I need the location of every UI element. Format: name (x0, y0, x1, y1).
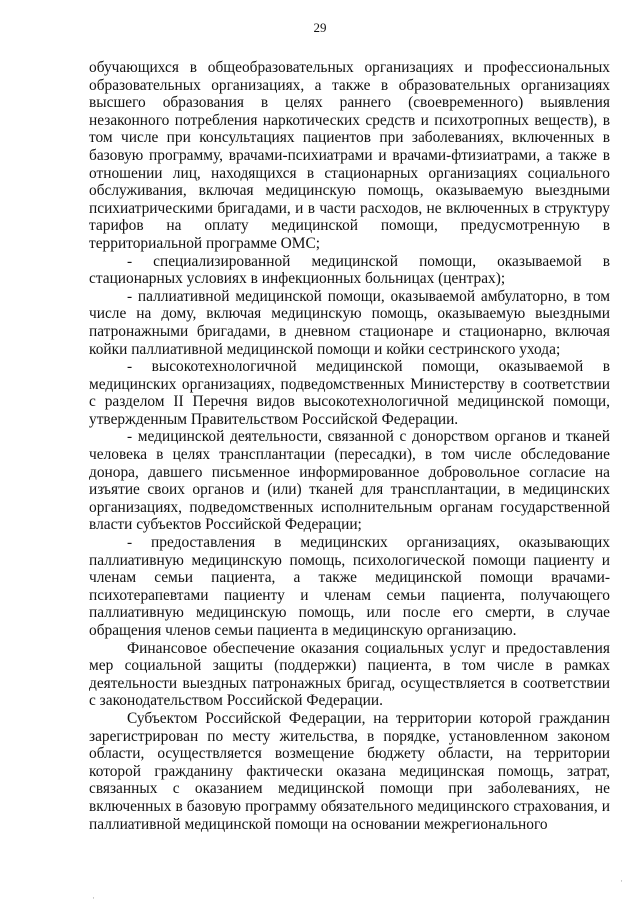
paragraph-palliative-care: - паллиативной медицинской помощи, оказываемой амбулаторно, в том числе на дому, включая медицинскую помощь, оказываемую выездными патронажными бригадами, в дневном стационаре и стационарно, включая койки паллиативной медицинской помощи и койки сестринского ухода; (89, 287, 610, 358)
paragraph-high-tech-care: - высокотехнологичной медицинской помощи, оказываемой в медицинских организациях, подведомственных Министерству в соответствии с разделом II Перечня видов высокотехнологичной медицинской помощи, утвержденным Правительством Российской Федерации. (89, 358, 610, 428)
paragraph-continuation: обучающихся в общеобразовательных организациях и профессиональных образовательных организациях, а также в образовательных организациях высшего образования в целях раннего (своевременного) выявления незаконного потребления наркотических средств и психотропных веществ), в том числе при консультациях пациентов при заболеваниях, включенных в базовую программу, врачами-психиатрами и врачами-фтизиатрами, а также в отношении лиц, находящихся в стационарных организациях социального обслуживания, включая медицинскую помощь, оказываемую выездными психиатрическими бригадами, и в части расходов, не включенных в структуру тарифов на оплату медицинской помощи, предусмотренную в территориальной программе ОМС; (89, 59, 610, 252)
paragraph-organ-donation: - медицинской деятельности, связанной с донорством органов и тканей человека в целях трансплантации (пересадки), в том числе обследование донора, давшего письменное информированное добровольное согласие на изъятие своих органов и (или) тканей для трансплантации, в медицинских организациях, подведомственных исполнительным органам государственной власти субъектов Российской Федерации; (89, 428, 610, 534)
document-body (89, 59, 610, 833)
paragraph-financing: Финансовое обеспечение оказания социальных услуг и предоставления мер социальной защиты (поддержки) пациента, в том числе в рамках деятельности выездных патронажных бригад, осуществляется в соответствии с законодательством Российской Федерации. (89, 639, 610, 710)
paragraph-specialized-care: - специализированной медицинской помощи, оказываемой в стационарных условиях в инфекционных больницах (центрах); (89, 252, 610, 288)
scan-speck: · (620, 876, 623, 886)
paragraph-psychological-help: - предоставления в медицинских организациях, оказывающих паллиативную медицинскую помощь, психологической помощи пациенту и членам семьи пациента, а также медицинской помощи врачами-психотерапевтами пациенту и членам семьи пациента, получающего паллиативную медицинскую помощь, или после его смерти, в случае обращения членов семьи пациента в медицинскую организацию. (89, 534, 610, 639)
paragraph-reimbursement: Субъектом Российской Федерации, на территории которой гражданин зарегистрирован по месту жительства, в порядке, установленном законом области, осуществляется возмещение бюджету области, на территории которой гражданину фактически оказана медицинская помощь, затрат, связанных с оказанием медицинской помощи при заболеваниях, не включенных в базовую программу обязательного медицинского страхования, и паллиативной медицинской помощи на основании межрегионального (89, 709, 610, 833)
page-number: 29 (313, 20, 327, 35)
scan-speck: · (92, 893, 95, 903)
